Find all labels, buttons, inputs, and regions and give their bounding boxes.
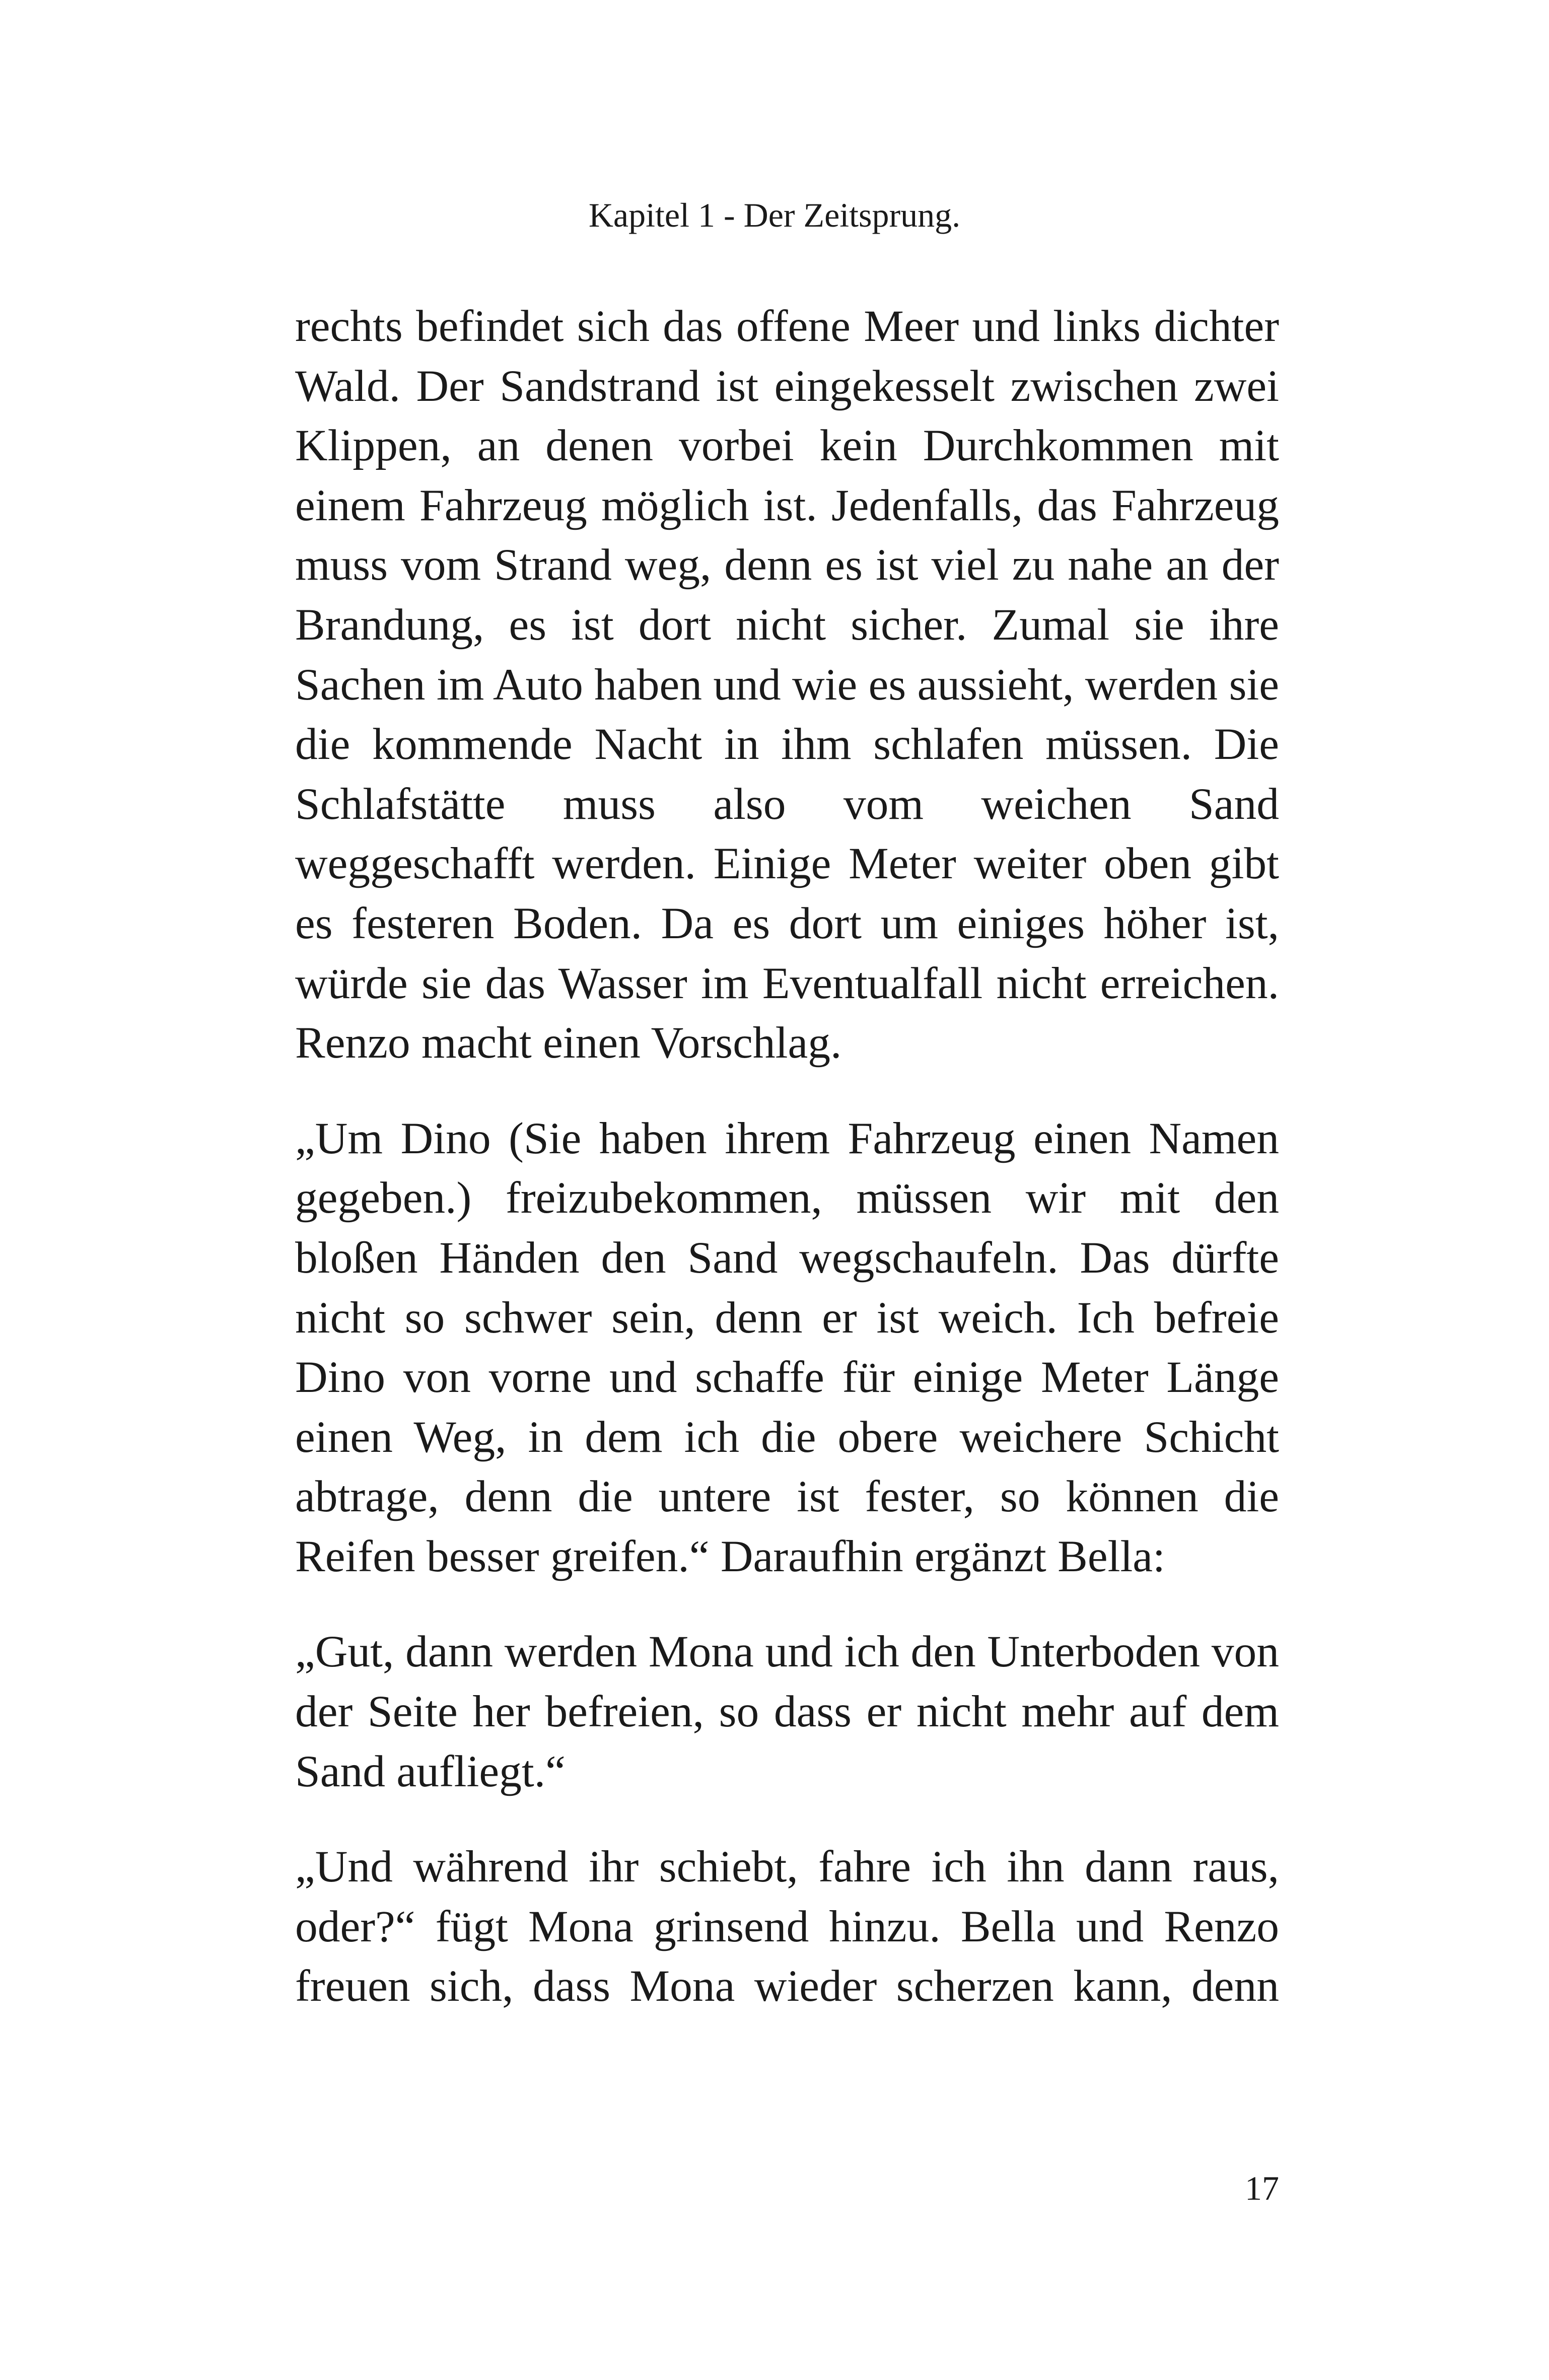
body-text <box>295 297 1279 2052</box>
paragraph: „Gut, dann werden Mona und ich den Unterboden von der Seite her befreien, so dass er nicht mehr auf dem Sand aufliegt.“ <box>295 1627 1279 1796</box>
paragraph: „Und während ihr schiebt, fahre ich ihn dann raus, oder?“ fügt Mona grinsend hinzu. Bella und Renzo freuen sich, dass Mona wieder scherzen kann, denn <box>295 1842 1279 2011</box>
paragraph: „Um Dino (Sie haben ihrem Fahrzeug einen Namen gegeben.) freizubekommen, müssen wir mit den bloßen Händen den Sand wegschaufeln. Das dürfte nicht so schwer sein, denn er ist weich. Ich befreie Dino von vorne und schaffe für einige Meter Länge einen Weg, in dem ich die obere weichere Schicht abtrage, denn die untere ist fester, so können die Reifen besser greifen.“ Daraufhin ergänzt Bella: <box>295 1113 1279 1581</box>
running-head-chapter-title: Kapitel 1 - Der Zeitsprung. <box>588 196 961 234</box>
paragraph: rechts befindet sich das offene Meer und links dichter Wald. Der Sandstrand ist eingekesselt zwischen zwei Klippen, an denen vorbei kein Durchkommen mit einem Fahrzeug möglich ist. Jedenfalls, das Fahrzeug muss vom Strand weg, denn es ist viel zu nahe an der Brandung, es ist dort nicht sicher. Zumal sie ihre Sachen im Auto haben und wie es aussieht, werden sie die kommende Nacht in ihm schlafen müssen. Die Schlafstätte muss also vom weichen Sand weggeschafft werden. Einige Meter weiter oben gibt es festeren Boden. Da es dort um einiges höher ist, würde sie das Wasser im Eventualfall nicht erreichen. Renzo macht einen Vorschlag. <box>295 301 1279 1068</box>
page-number: 17 <box>1245 2169 1279 2207</box>
